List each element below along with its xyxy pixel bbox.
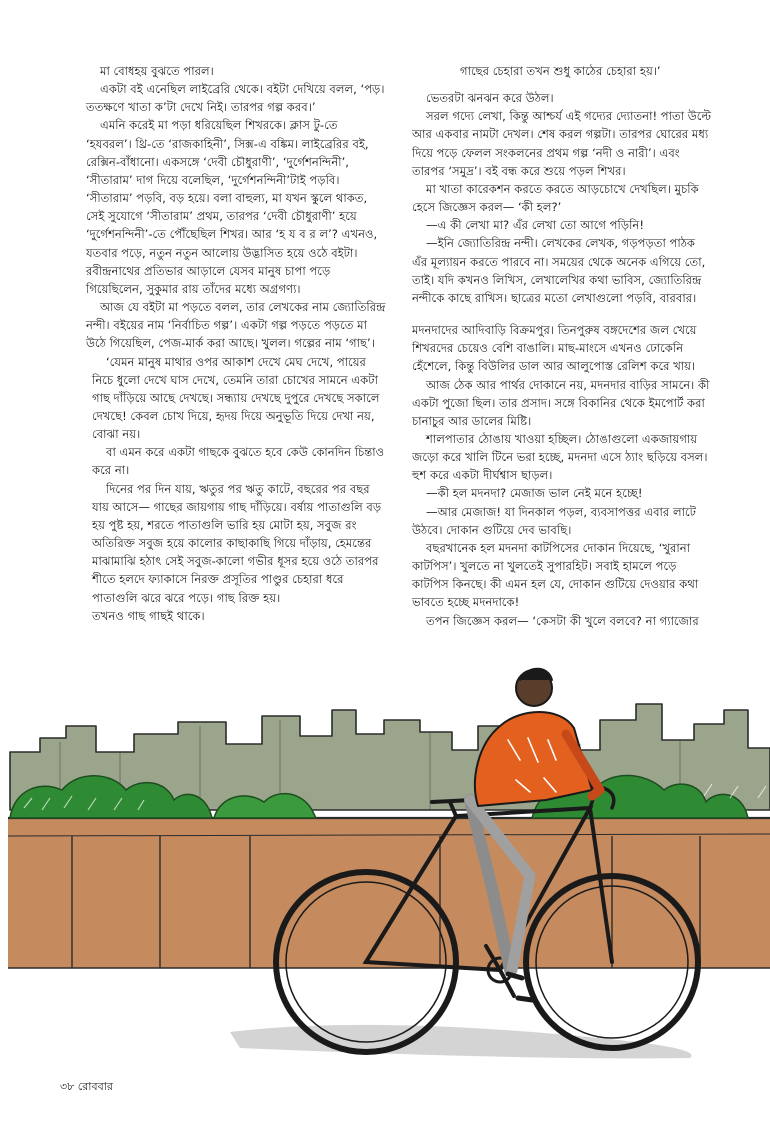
paragraph: বছরখানেক হল মদনদা কাটপিসের দোকান দিয়েছে, ‘খুরানা কাটপিস’। খুলতে না খুলতেই সুপারহিট। সবাই হামলে পড়ে কাটপিস কিনছে। কী এমন হল যে, দোকান গুটিয়ে দেওয়ার কথা ভাবতে হচ্ছে মদনদাকে!: [412, 540, 699, 610]
paragraph: তপন জিজ্ঞেস করল— ‘কেসটা কী খুলে বলবে? না গ্যাজোর: [426, 613, 699, 628]
dialogue-line: —এ কী লেখা মা? এঁর লেখা তো আগে পড়িনি!: [426, 218, 645, 233]
road-shadow: [230, 1025, 692, 1058]
story-quote: তখনও গাছ গাছই থাকে।: [92, 608, 205, 623]
brick-wall: [8, 818, 770, 968]
left-column: [86, 62, 386, 625]
paragraph: মা খাতা কারেকশন করতে করতে আড়চোখে দেখছিল। মুচকি হেসে জিজ্ঞেস করল— ‘কী হল?’: [412, 181, 699, 215]
cyclist-illustration: [0, 640, 770, 1100]
paragraph: আজ ঠেক আর পার্থর দোকানে নয়, মদনদার বাড়ির সামনে। কী একটা পুজো ছিল। তার প্রসাদ। সঙ্গে বিকানির থেকে ইমপোর্ট করা চানাচুর আর ডালের মিষ্টি।: [412, 377, 710, 428]
paragraph: আজ যে বইটা মা পড়তে বলল, তার লেখকের নাম জ্যোতিরিন্দ্র নন্দী। বইয়ের নাম ‘নির্বাচিত গল্প’। একটা গল্প পড়তে পড়তে মা উঠে গিয়েছিল, পেজ-মার্ক করা আছে। খুলল। গল্পের নাম ‘গাছ’।: [86, 300, 386, 351]
paragraph: মদনদাদের আদিবাড়ি বিক্রমপুর। তিনপুরুষ বঙ্গদেশের জল খেয়ে শিখরদের চেয়েও বেশি বাঙালি। মাছ-মাংসে এখনও ঢোকেনি হেঁশেলে, কিন্তু বিউলির ডাল আর আলুপোস্ত রেলিশ করে খায়।: [412, 323, 697, 374]
story-quote: বা এমন করে একটা গাছকে বুঝতে হবে কেউ কোনদিন চিন্তাও করে না।: [92, 445, 385, 478]
story-quote-end: গাছের চেহারা তখন শুধু কাঠের চেহারা হয়।’: [460, 64, 661, 78]
paragraph: ভেতরটা ঝনঝন করে উঠল।: [426, 91, 554, 106]
paragraph: মা বোধহয় বুঝতে পারল।: [100, 64, 214, 78]
paragraph: এমনি করেই মা পড়া ধরিয়েছিল শিখরকে। ক্লাস টু-তে ‘হযবরল’। থ্রি-তে ‘রাজকাহিনী’, সিক্স-এ বঙ্কিম। লাইব্রেরির বই, রেক্সিন-বাঁধানো। একসঙ্গে ‘দেবী চৌধুরাণী’, ‘দুর্গেশনন্দিনী’, ‘সীতারাম’ দাগ দিয়ে বলেছিল, ‘দুর্গেশনন্দিনী’টাই পড়বি। ‘সীতারাম’ পড়বি, বড় হয়ে। বলা বাহুল্য, মা যখন স্কুলে থাকত, সেই সুযোগে ‘সীতারাম’ প্রথম, তারপর ‘দেবী চৌধুরাণী’ হয়ে ‘দুর্গেশনন্দিনী’-তে পৌঁছেছিল শিখর। আর ‘হ য ব র ল’? এখনও, যতবার পড়ে, নতুন নতুন আলোয় উদ্ভাসিত হয়ে ওঠে বইটা। রবীন্দ্রনাথের প্রতিভার আড়ালে যেসব মানুষ চাপা পড়ে গিয়েছিলেন, সুকুমার রায় তাঁদের মধ্যে অগ্রগণ্য।: [86, 118, 378, 296]
paragraph: একটা বই এনেছিল লাইব্রেরি থেকে। বইটা দেখিয়ে বলল, ‘পড়। ততক্ষণে খাতা ক’টা দেখে নিই। তারপর গল্প করব।’: [86, 82, 385, 115]
dialogue-line: —আর মেজাজ! যা দিনকাল পড়ল, ব্যবসাপত্তর এবার লাটে উঠবে। দোকান গুটিয়ে দেব ভাবছি।: [412, 504, 696, 537]
page-folio: ৩৮ রোববার: [60, 1080, 113, 1093]
story-quote: ‘যেমন মানুষ মাথার ওপর আকাশ দেখে মেঘ দেখে, পায়ের নিচে ধুলো দেখে ঘাস দেখে, তেমনি তারা চোখের সামনে একটা গাছ দাঁড়িয়ে আছে দেখছে। সন্ধ্যায় দেখছে দুপুরে দেখছে সকালে দেখছে! কেবল চোখ দিয়ে, হৃদয় দিয়ে অনুভূতি দিয়ে দেখা নয়, বোঝা নয়।: [92, 354, 380, 442]
paragraph: সরল গদ্যে লেখা, কিন্তু আশ্চর্য এই গদ্যের দ্যোতনা! পাতা উল্টে আর একবার নামটা দেখল। শেষ করল গল্পটা। তারপর ঘোরের মধ্য দিয়ে পড়ে ফেলল সংকলনের প্রথম গল্প ‘নদী ও নারী’। এবং তারপর ‘সমুদ্র’। বই বন্ধ করে শুয়ে পড়ল শিখর।: [412, 109, 712, 178]
dialogue-line: —কী হল মদনদা? মেজাজ ভাল নেই মনে হচ্ছে!: [426, 486, 643, 501]
right-column: [412, 62, 712, 630]
paragraph: শালপাতার ঠোঙায় খাওয়া হচ্ছিল। ঠোঙাগুলো একজায়গায় জড়ো করে খালি টিনে ভরা হচ্ছে, মদনদা এসে ঠ্যাং ছড়িয়ে বসল। হুশ করে একটা দীর্ঘশ্বাস ছাড়ল।: [412, 431, 708, 483]
story-quote: দিনের পর দিন যায়, ঋতুর পর ঋতু কাটে, বছরের পর বছর যায় আসে— গাছের জায়গায় গাছ দাঁড়িয়ে। বর্ষায় পাতাগুলি বড় হয় পুষ্ট হয়, শরতে পাতাগুলি ভারি হয় মোটা হয়, সবুজ রং অতিরিক্ত সবুজ হয়ে কালোর কাছাকাছি গিয়ে দাঁড়ায়, হেমন্তের মাঝামাঝি হঠাৎ সেই সবুজ-কালো গভীর ধূসর হয়ে ওঠে তারপর শীতে হলদে ফ্যাকাসে নিরক্ত প্রসূতির পাণ্ডুর চেহারা ধরে পাতাগুলি ঝরে ঝরে পড়ে। গাছ রিক্ত হয়।: [92, 481, 382, 605]
dialogue-line: —ইনি জ্যোতিরিন্দ্র নন্দী। লেখকের লেখক, গড়পড়তা পাঠক এঁর মূল্যায়ন করতে পারবে না। সময়ের থেকে অনেক এগিয়ে তো, তাই। যদি কখনও লিখিস, লেখালেখির কথা ভাবিস, জ্যোতিরিন্দ্র নন্দীকে কাছে রাখিস। ছাত্রের মতো লেখাগুলো পড়বি, বারবার।: [412, 236, 706, 305]
